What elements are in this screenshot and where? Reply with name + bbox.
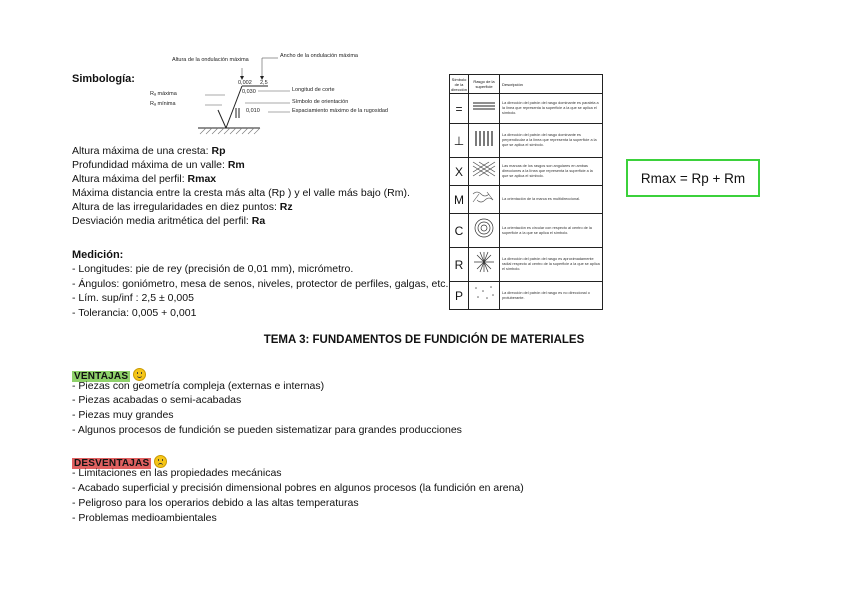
advantage-item: - Algunos procesos de fundición se pueden sistematizar para grandes producciones — [72, 424, 462, 436]
advantage-item: - Piezas con geometría compleja (externas e internas) — [72, 380, 325, 392]
definition-rz: Altura de las irregularidades en diez puntos: Rz — [72, 201, 293, 213]
table-header-description: Descripción — [500, 75, 603, 94]
roughness-symbol-diagram — [150, 50, 420, 135]
description-cell: La dirección del patrón del rasgo dominante es paralela a la línea que representa la superficie a la que se aplica el símbolo. — [500, 94, 603, 124]
label-longitud: Longitud de corte — [292, 87, 335, 93]
perpendicular-pattern-icon — [469, 124, 500, 158]
section-title: TEMA 3: FUNDAMENTOS DE FUNDICIÓN DE MATERIALES — [263, 334, 585, 346]
measurement-heading: Medición: — [72, 249, 124, 261]
circular-pattern-icon — [469, 214, 500, 248]
advantage-item: - Piezas acabadas o semi-acabadas — [72, 394, 242, 406]
table-row — [450, 248, 603, 282]
label-espaciamiento: Espaciamiento máximo de la rugosidad — [292, 108, 388, 114]
table-row — [450, 158, 603, 186]
table-row — [450, 186, 603, 214]
label-simbolo: Símbolo de orientación — [292, 99, 349, 105]
symbol-cell: R — [450, 248, 469, 282]
val-3: 0,030 — [242, 89, 256, 95]
parallel-pattern-icon — [469, 94, 500, 124]
description-cell: La dirección del patrón del rasgo dominante es perpendicular a la línea que representa la superficie a la que se aplica el símbolo. — [500, 124, 603, 158]
measurement-item: - Lím. sup/inf : 2,5 ± 0,005 — [72, 292, 194, 304]
definition-rp: Altura máxima de una cresta: Rp — [72, 145, 226, 157]
table-row — [450, 282, 603, 310]
description-cell: La orientación de la marca es multidireccional. — [500, 186, 603, 214]
table-header-row — [450, 75, 603, 94]
symbol-cell: C — [450, 214, 469, 248]
symbol-cell: P — [450, 282, 469, 310]
symbology-heading: Simbología: — [72, 73, 135, 85]
description-cell: La dirección del patrón del rasgo es no direccional o protuberante. — [500, 282, 603, 310]
disadvantage-item: - Acabado superficial y precisión dimensional pobres en algunos procesos (la fundición en arena) — [72, 482, 524, 494]
description-cell: Las marcas de los rasgos son angulares en ambas direcciones a la línea que representa la superficie a la que se aplica el símbolo. — [500, 158, 603, 186]
measurement-item: - Ángulos: goniómetro, mesa de senos, niveles, protector de perfiles, galgas, etc. — [72, 278, 449, 290]
disadvantage-item: - Peligroso para los operarios debido a las altas temperaturas — [72, 497, 359, 509]
disadvantage-item: - Limitaciones en las propiedades mecánicas — [72, 467, 282, 479]
val-4: 0,010 — [246, 108, 260, 114]
label-ra-min: Rₐ mínima — [150, 101, 176, 107]
table-header-symbol: Símbolo de la dirección — [450, 76, 467, 92]
measurement-item: - Longitudes: pie de rey (precisión de 0,01 mm), micrómetro. — [72, 263, 354, 275]
definition-rm: Profundidad máxima de un valle: Rm — [72, 159, 245, 171]
particulate-pattern-icon — [469, 282, 500, 310]
measurement-item: - Tolerancia: 0,005 + 0,001 — [72, 307, 197, 319]
symbol-cell: = — [450, 94, 469, 124]
label-altura: Altura de la ondulación máxima — [172, 57, 249, 63]
table-row — [450, 124, 603, 158]
orientation-symbol-table — [449, 74, 603, 310]
definition-rmax-explanation: Máxima distancia entre la cresta más alta (Rp ) y el valle más bajo (Rm). — [72, 187, 410, 199]
table-row — [450, 214, 603, 248]
rmax-formula-box: Rmax = Rp + Rm — [626, 159, 760, 197]
advantages-label: VENTAJAS — [74, 371, 129, 382]
multidirectional-pattern-icon — [469, 186, 500, 214]
val-2: 2,5 — [260, 80, 268, 86]
advantage-item: - Piezas muy grandes — [72, 409, 174, 421]
symbol-cell: M — [450, 186, 469, 214]
symbol-cell: X — [450, 158, 469, 186]
val-1: 0,002 — [238, 80, 252, 86]
disadvantages-label: DESVENTAJAS — [74, 458, 150, 469]
symbol-cell: ⊥ — [450, 124, 469, 158]
label-ra-max: Rₐ máxima — [150, 91, 177, 97]
radial-pattern-icon — [469, 248, 500, 282]
definition-ra: Desviación media aritmética del perfil: Ra — [72, 215, 266, 227]
crossed-pattern-icon — [469, 158, 500, 186]
label-ancho: Ancho de la ondulación máxima — [280, 53, 358, 59]
description-cell: La dirección del patrón del rasgo es aproximadamente radial respecto al centro de la superficie a la que se aplica el símbolo. — [500, 248, 603, 282]
description-cell: La orientación es circular con respecto al centro de la superficie a la que se aplica el símbolo. — [500, 214, 603, 248]
disadvantage-item: - Problemas medioambientales — [72, 512, 217, 524]
table-row — [450, 94, 603, 124]
definition-rmax: Altura máxima del perfil: Rmax — [72, 173, 217, 185]
table-header-surface: Rasgo de la superficie — [469, 75, 500, 94]
